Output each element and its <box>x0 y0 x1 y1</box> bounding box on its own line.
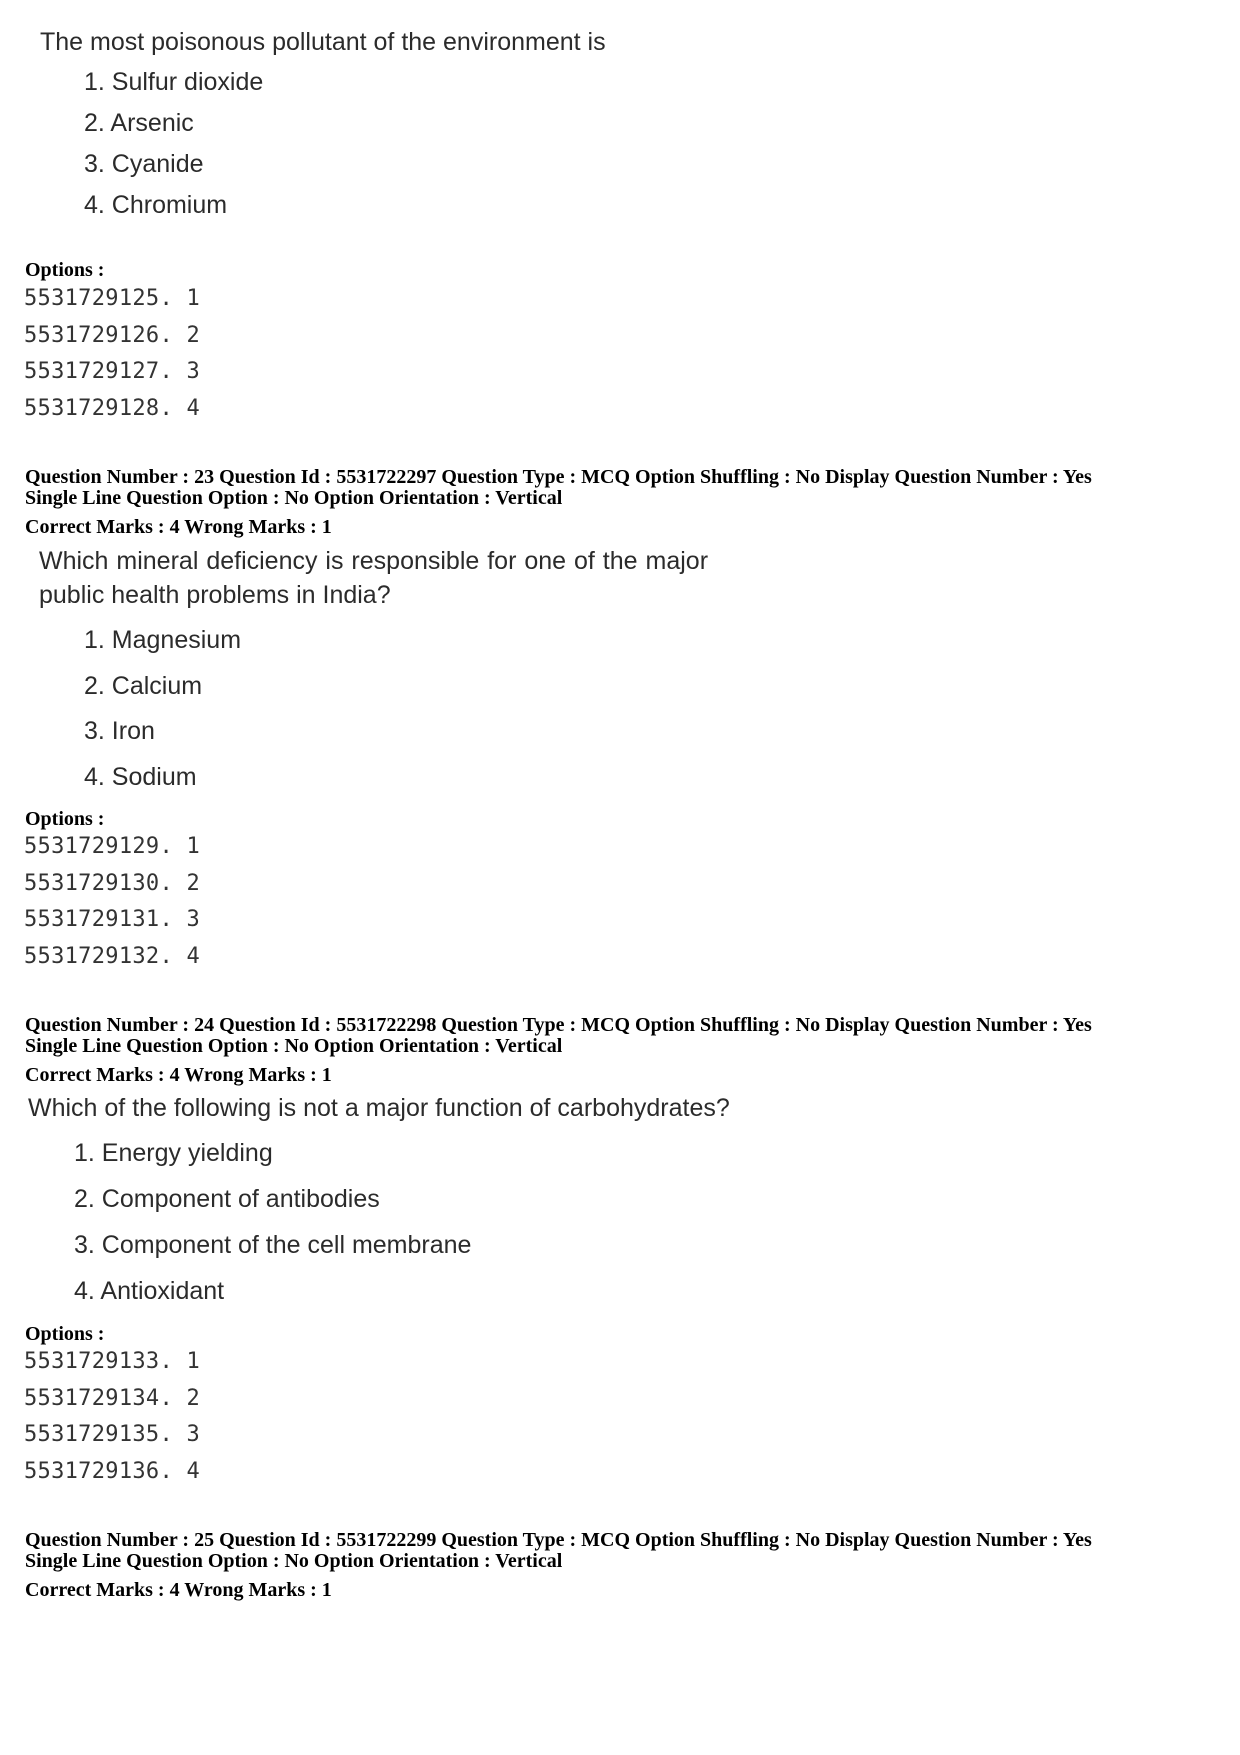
choice-3: 3. Cyanide <box>84 150 204 178</box>
option-row: 5531729132. 4 <box>24 944 201 969</box>
choice-4: 4. Antioxidant <box>74 1277 225 1305</box>
choice-1: 1. Sulfur dioxide <box>84 68 264 96</box>
question-meta: Question Number : 24 Question Id : 5531722298 Question Type : MCQ Option Shuffling : No Display Question Number : Yes <box>25 1014 1092 1036</box>
question-meta: Question Number : 23 Question Id : 5531722297 Question Type : MCQ Option Shuffling : No Display Question Number : Yes <box>25 466 1092 488</box>
option-row: 5531729135. 3 <box>24 1422 201 1447</box>
options-label: Options : <box>25 1323 105 1345</box>
option-row: 5531729126. 2 <box>24 323 201 348</box>
option-row: 5531729130. 2 <box>24 871 201 896</box>
option-row: 5531729134. 2 <box>24 1386 201 1411</box>
choice-2: 2. Calcium <box>84 672 203 700</box>
question-marks: Correct Marks : 4 Wrong Marks : 1 <box>25 516 332 538</box>
choice-1: 1. Energy yielding <box>74 1139 273 1167</box>
option-row: 5531729127. 3 <box>24 359 201 384</box>
choice-3: 3. Iron <box>84 717 155 745</box>
choice-3: 3. Component of the cell membrane <box>74 1231 472 1259</box>
option-row: 5531729136. 4 <box>24 1459 201 1484</box>
question-text: The most poisonous pollutant of the environment is <box>40 28 606 56</box>
option-row: 5531729129. 1 <box>24 834 201 859</box>
option-row: 5531729131. 3 <box>24 907 201 932</box>
choice-4: 4. Chromium <box>84 191 228 219</box>
question-meta-options: Single Line Question Option : No Option Orientation : Vertical <box>25 1035 563 1057</box>
question-text-line-1: Which mineral deficiency is responsible for one of the major <box>39 547 709 575</box>
choice-1: 1. Magnesium <box>84 626 242 654</box>
options-label: Options : <box>25 259 105 281</box>
choice-2: 2. Component of antibodies <box>74 1185 380 1213</box>
question-text-line-2: public health problems in India? <box>39 581 391 609</box>
question-meta: Question Number : 25 Question Id : 5531722299 Question Type : MCQ Option Shuffling : No Display Question Number : Yes <box>25 1529 1092 1551</box>
option-row: 5531729133. 1 <box>24 1349 201 1374</box>
question-text: Which of the following is not a major function of carbohydrates? <box>28 1094 730 1122</box>
question-meta-options: Single Line Question Option : No Option Orientation : Vertical <box>25 1550 563 1572</box>
question-marks: Correct Marks : 4 Wrong Marks : 1 <box>25 1064 332 1086</box>
option-row: 5531729128. 4 <box>24 396 201 421</box>
choice-4: 4. Sodium <box>84 763 197 791</box>
option-row: 5531729125. 1 <box>24 286 201 311</box>
choice-2: 2. Arsenic <box>84 109 194 137</box>
options-label: Options : <box>25 808 105 830</box>
question-meta-options: Single Line Question Option : No Option Orientation : Vertical <box>25 487 563 509</box>
question-marks: Correct Marks : 4 Wrong Marks : 1 <box>25 1579 332 1601</box>
